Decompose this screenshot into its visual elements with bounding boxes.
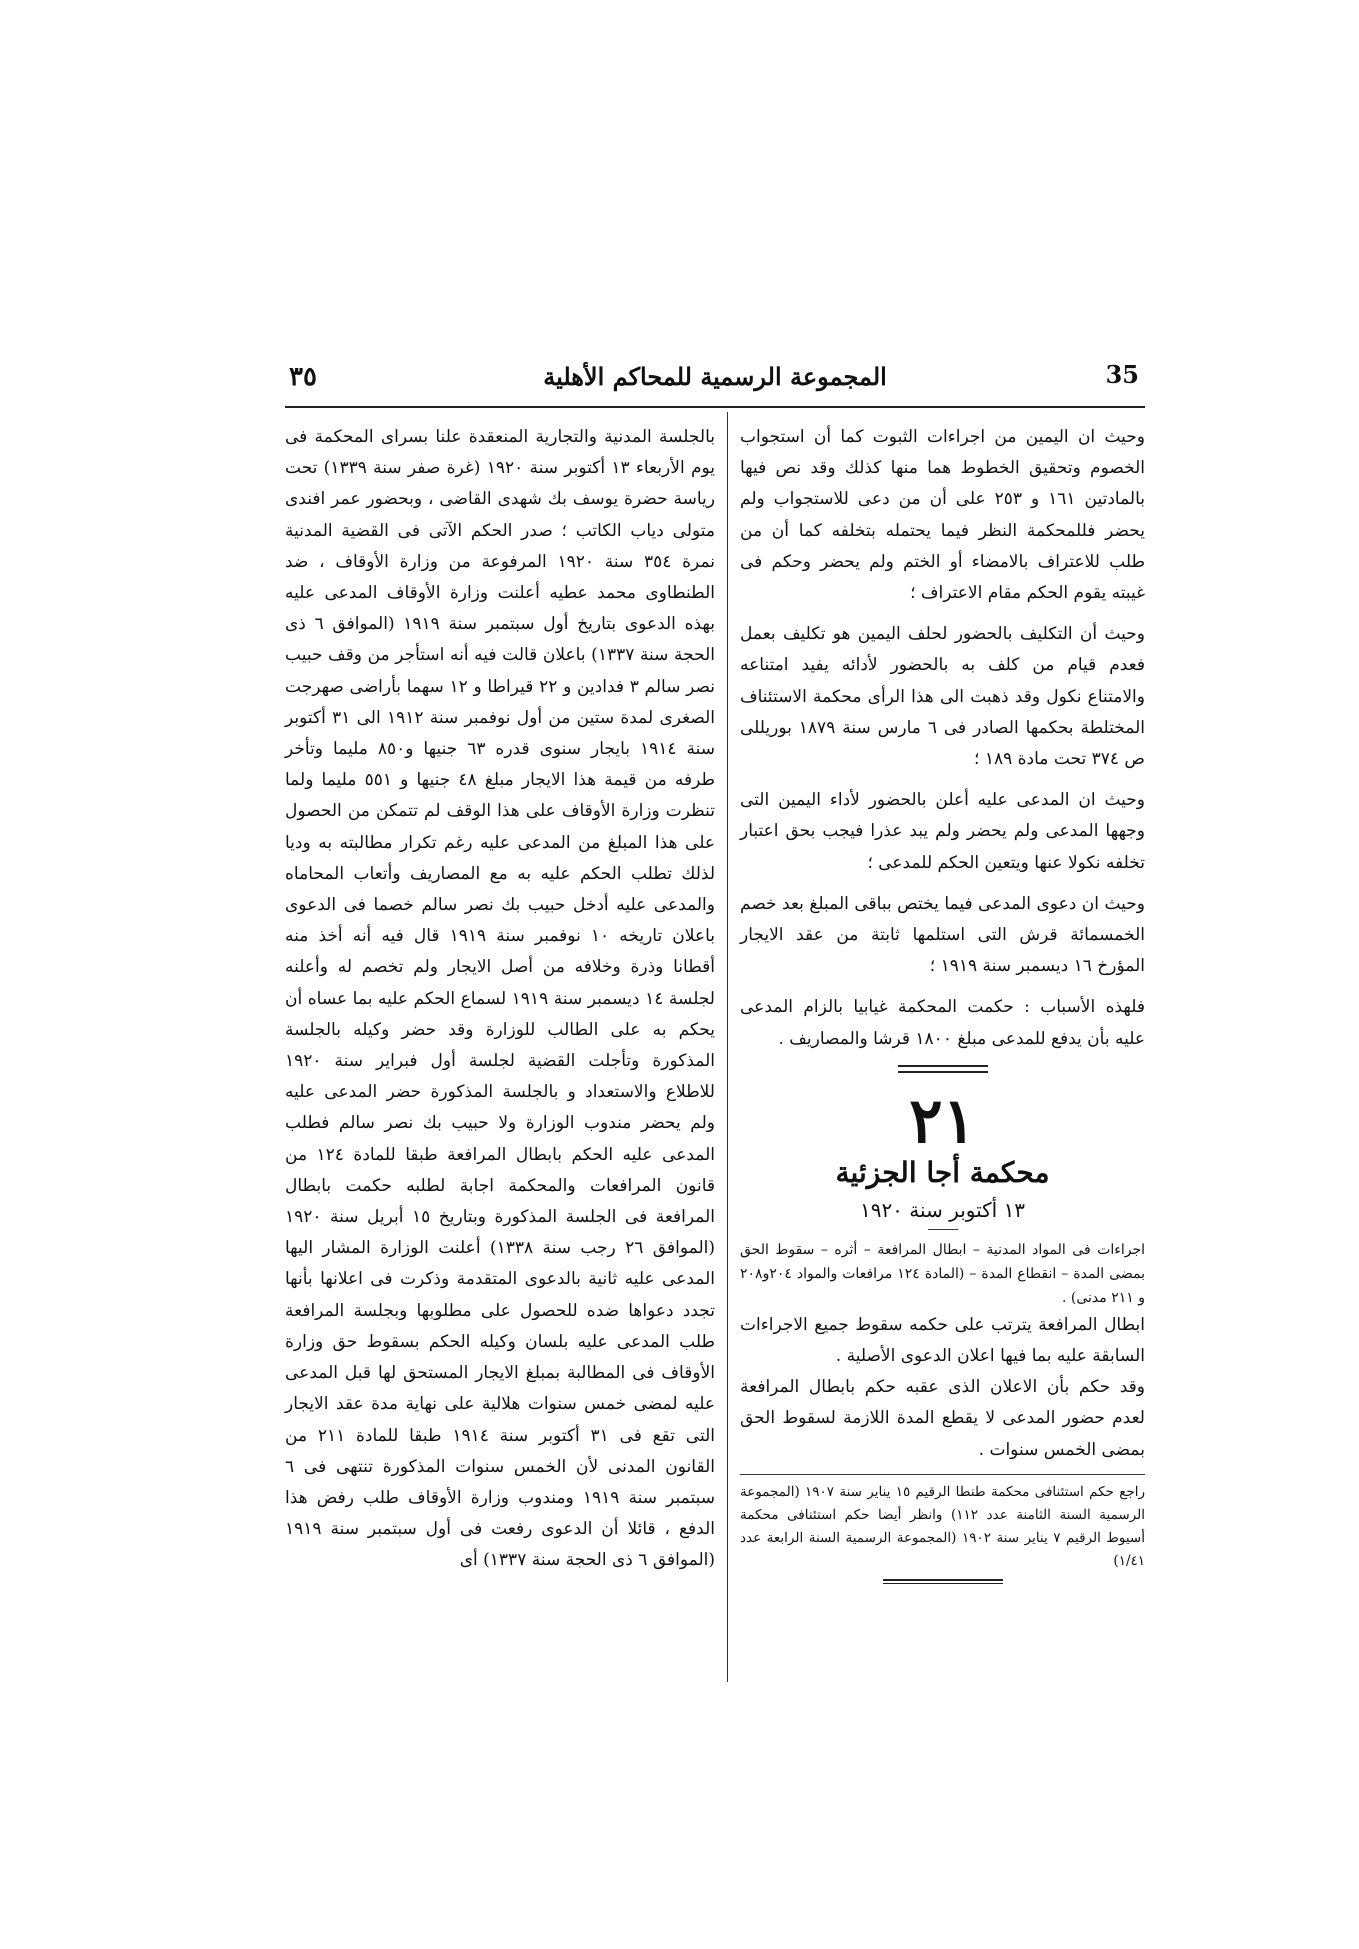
document-page <box>285 350 1145 1690</box>
end-rule <box>883 1579 1003 1584</box>
judgment-reasons <box>740 422 1145 1055</box>
column-divider <box>727 412 728 1682</box>
page-title: المجموعة الرسمية للمحاكم الأهلية <box>543 362 887 391</box>
legal-principle: وقد حكم بأن الاعلان الذى عقبه حكم بابطال المرافعة لعدم حضور المدعى لا يقطع المدة اللازمة لسقوط الحق بمضى الخمس سنوات . <box>740 1377 1145 1460</box>
page-header <box>285 350 1145 408</box>
legal-principle: ابطال المرافعة يترتب على حكمه سقوط جميع الاجراءات السابقة عليه بما فيها اعلان الدعوى الأصلية . <box>740 1314 1145 1367</box>
references-rule <box>740 1474 1145 1475</box>
small-divider <box>928 1229 958 1230</box>
case-date: ١٣ أكتوبر سنة ١٩٢٠ <box>859 1197 1026 1222</box>
court-name: محكمة أجا الجزئية <box>835 1155 1050 1189</box>
case-number: ٢١ <box>909 1083 976 1157</box>
verdict-paragraph: فلهذه الأسباب : حكمت المحكمة غيابيا بالزام المدعى عليه بأن يدفع للمدعى مبلغ ١٨٠٠ قرشا والمصاريف . <box>740 997 1145 1049</box>
right-column <box>740 422 1145 1584</box>
page-number: 35 <box>1105 360 1139 389</box>
paragraph: وحيث أن التكليف بالحضور لحلف اليمين هو تكليف بعمل فعدم قيام من كلف به بالحضور لأدائه يفيد امتناعه والامتناع نكول وقد ذهبت الى هذا الرأى محكمة الاستئناف المختلطة بحكمها الصادر فى ٦ مارس سنة ١٨٧٩ بوريللى ص ٣٧٤ تحت مادة ١٨٩ ؛ <box>740 624 1145 770</box>
paragraph: وحيث ان المدعى عليه أعلن بالحضور لأداء اليمين التى وجهها المدعى ولم يحضر ولم يبد عذرا فيجب بحق اعتبار تخلفه نكولا عنها ويتعين الحكم للمدعى ؛ <box>740 790 1145 873</box>
page-number-arabic: ٣٥ <box>289 362 317 392</box>
paragraph: وحيث ان دعوى المدعى فيما يختص بباقى المبلغ بعد خصم الخمسمائة قرش التى استلمها ثابتة من عقد الايجار المؤرخ ١٦ ديسمبر سنة ١٩١٩ ؛ <box>740 893 1145 977</box>
section-separator <box>898 1065 988 1073</box>
references-note: راجع حكم استئنافى محكمة طنطا الرقيم ١٥ يناير سنة ١٩٠٧ (المجموعة الرسمية السنة الثامنة عدد ١١٢) وانظر أيضا حكم استئنافى محكمة أسيوط الرقيم ٧ يناير سنة ١٩٠٢ (المجموعة الرسمية السنة الرابعة عدد ١/٤١) <box>740 1483 1145 1569</box>
case-text: بالجلسة المدنية والتجارية المنعقدة علنا بسراى المحكمة فى يوم الأربعاء ١٣ أكتوبر سنة ١٩٢٠ (غرة صفر سنة ١٣٣٩) تحت رياسة حضرة يوسف بك شهدى القاضى ، وبحضور عمر افندى متولى دياب الكاتب ؛ صدر الحكم الآتى فى القضية المدنية نمرة ٣٥٤ سنة ١٩٢٠ المرفوعة من وزارة الأوقاف ، ضد الطنطاوى محمد عطيه أعلنت وزارة الأوقاف المدعى عليه بهذه الدعوى بتاريخ أول سبتمبر سنة ١٩١٩ (الموافق ٦ ذى الحجة سنة ١٣٣٧) باعلان قالت فيه أنه استأجر من وقف حبيب نصر سالم ٣ فدادين و ٢٢ قيراطا و ١٢ سهما بأراضى صهرجت الصغرى لمدة ستين من أول نوفمبر سنة ١٩١٢ الى ٣١ أكتوبر سنة ١٩١٤ بايجار سنوى قدره ٦٣ جنيها و٨٥٠ مليما وتأخر طرفه من قيمة هذا الايجار مبلغ ٤٨ جنيها و ٥٥١ مليما ولما تنظرت وزارة الأوقاف على هذا الوقف لم تتمكن من الحصول على هذا المبلغ من المدعى عليه رغم تكرار مطالبته به وديا لذلك تطلب الحكم عليه به مع المصاريف وأتعاب المحاماه والمدعى عليه أدخل حبيب بك نصر سالم خصما فى الدعوى باعلان تاريخه ١٠ نوفمبر سنة ١٩١٩ قال فيه أنه أخذ منه أقطانا وذرة وخلافه من أصل الايجار ولم تخصم له وأعلنه لجلسة ١٤ ديسمبر سنة ١٩١٩ لسماع الحكم عليه بما عساه أن يحكم به على الطالب للوزارة وقد حضر وكيله بالجلسة المذكورة وتأجلت القضية لجلسة أول فبراير سنة ١٩٢٠ للاطلاع والاستعداد و بالجلسة المذكورة حضر المدعى عليه ولم يحضر مندوب الوزارة ولا حبيب بك نصر سالم فطلب المدعى عليه الحكم بابطال المرافعة طبقا للمادة ١٢٤ من قانون المرافعات والمحكمة اجابة لطلبه حكمت بابطال المرافعة فى الجلسة المذكورة وبتاريخ ١٥ أبريل سنة ١٩٢٠ (الموافق ٢٦ رجب سنة ١٣٣٨) أعلنت الوزارة المشار اليها المدعى عليه ثانية بالدعوى المتقدمة وذكرت فى اعلانها بأنها تجدد دعواها ضده للحصول على مطلوبها وبجلسة المرافعة طلب المدعى عليه بلسان وكيله الحكم بسقوط حق وزارة الأوقاف فى المطالبة بمبلغ الايجار المستحق لها قبل المدعى عليه لمضى خمس سنوات هلالية على نهاية مدة عقد الايجار التى تقع فى ٣١ أكتوبر سنة ١٩١٤ طبقا للمادة ٢١١ من القانون المدنى لأن الخمس سنوات المذكورة تنتهى فى ٦ سبتمبر سنة ١٩١٩ ومندوب وزارة الأوقاف طلب رفض هذا الدفع ، قائلا أن الدعوى رفعت فى أول سبتمبر سنة ١٩١٩ (الموافق ٦ ذى الحجة سنة ١٣٣٧) أى <box>285 427 716 1571</box>
case-keywords: اجراءات فى المواد المدنية – ابطال المرافعة – أثره – سقوط الحق بمضى المدة – انقطاع المدة – (المادة ١٢٤ مرافعات والمواد ٢٠٤و٢٠٨ و ٢١١ مدنى) . <box>740 1241 1145 1306</box>
left-column <box>285 422 715 1577</box>
paragraph: وحيث ان اليمين من اجراءات الثبوت كما أن استجواب الخصوم وتحقيق الخطوط هما منها كذلك وقد نص فيها بالمادتين ١٦١ و ٢٥٣ على أن من دعى للاستجواب ولم يحضر فللمحكمة النظر فيما يحتمله بتخلفه كما أن من طلب للاعتراف بالامضاء أو الختم ولم يحضر وحكم فى غيبته يقوم الحكم مقام الاعتراف ؛ <box>740 427 1145 604</box>
